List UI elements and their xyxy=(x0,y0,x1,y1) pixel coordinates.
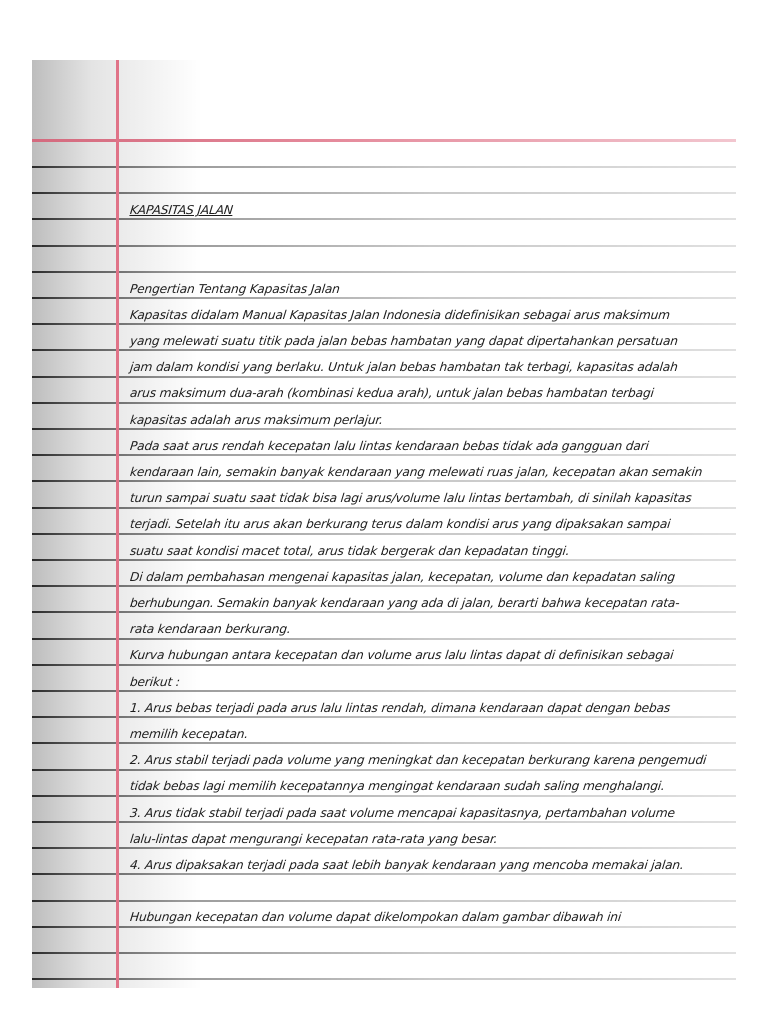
text-line: Kapasitas didalam Manual Kapasitas Jalan Indonesia didefinisikan sebagai arus maksimum xyxy=(129,308,671,322)
text-line: kendaraan lain, semakin banyak kendaraan yang melewati ruas jalan, kecepatan akan semakin xyxy=(129,465,704,479)
text-line: arus maksimum dua-arah (kombinasi kedua arah), untuk jalan bebas hambatan terbagi xyxy=(129,386,655,400)
text-line: 1. Arus bebas terjadi pada arus lalu lintas rendah, dimana kendaraan dapat dengan bebas xyxy=(129,701,671,715)
text-line: 2. Arus stabil terjadi pada volume yang meningkat dan kecepatan berkurang karena pengemudi xyxy=(129,753,708,767)
text-line: memilih kecepatan. xyxy=(129,727,249,741)
text-line: 3. Arus tidak stabil terjadi pada saat volume mencapai kapasitasnya, pertambahan volume xyxy=(129,806,676,820)
text-line: Pada saat arus rendah kecepatan lalu lintas kendaraan bebas tidak ada gangguan dari xyxy=(129,439,650,453)
text-line: 4. Arus dipaksakan terjadi pada saat lebih banyak kendaraan yang mencoba memakai jalan. xyxy=(129,858,685,872)
text-line: yang melewati suatu titik pada jalan bebas hambatan yang dapat dipertahankan persatuan xyxy=(129,334,679,348)
text-line: Pengertian Tentang Kapasitas Jalan xyxy=(129,282,341,296)
text-line: berikut : xyxy=(129,675,181,689)
text-line: Di dalam pembahasan mengenai kapasitas jalan, kecepatan, volume dan kepadatan saling xyxy=(129,570,676,584)
text-line: Hubungan kecepatan dan volume dapat dikelompokan dalam gambar dibawah ini xyxy=(129,910,622,924)
text-line: rata kendaraan berkurang. xyxy=(129,622,292,636)
text-line: suatu saat kondisi macet total, arus tidak bergerak dan kepadatan tinggi. xyxy=(129,544,571,558)
text-line: berhubungan. Semakin banyak kendaraan yang ada di jalan, berarti bahwa kecepatan rata- xyxy=(129,596,681,610)
text-line: tidak bebas lagi memilih kecepatannya mengingat kendaraan sudah saling menghalangi. xyxy=(129,779,666,793)
text-line: kapasitas adalah arus maksimum perlajur. xyxy=(129,413,384,427)
text-line: jam dalam kondisi yang berlaku. Untuk jalan bebas hambatan tak terbagi, kapasitas adalah xyxy=(129,360,679,374)
margin-line xyxy=(116,60,119,988)
text-line: lalu-lintas dapat mengurangi kecepatan rata-rata yang besar. xyxy=(129,832,499,846)
text-line: terjadi. Setelah itu arus akan berkurang terus dalam kondisi arus yang dipaksakan sampai xyxy=(129,517,672,531)
document-title: KAPASITAS JALAN xyxy=(129,203,234,217)
text-line: turun sampai suatu saat tidak bisa lagi arus/volume lalu lintas bertambah, di sinilah kapasitas xyxy=(129,491,693,505)
text-line: Kurva hubungan antara kecepatan dan volume arus lalu lintas dapat di definisikan sebagai xyxy=(129,648,675,662)
